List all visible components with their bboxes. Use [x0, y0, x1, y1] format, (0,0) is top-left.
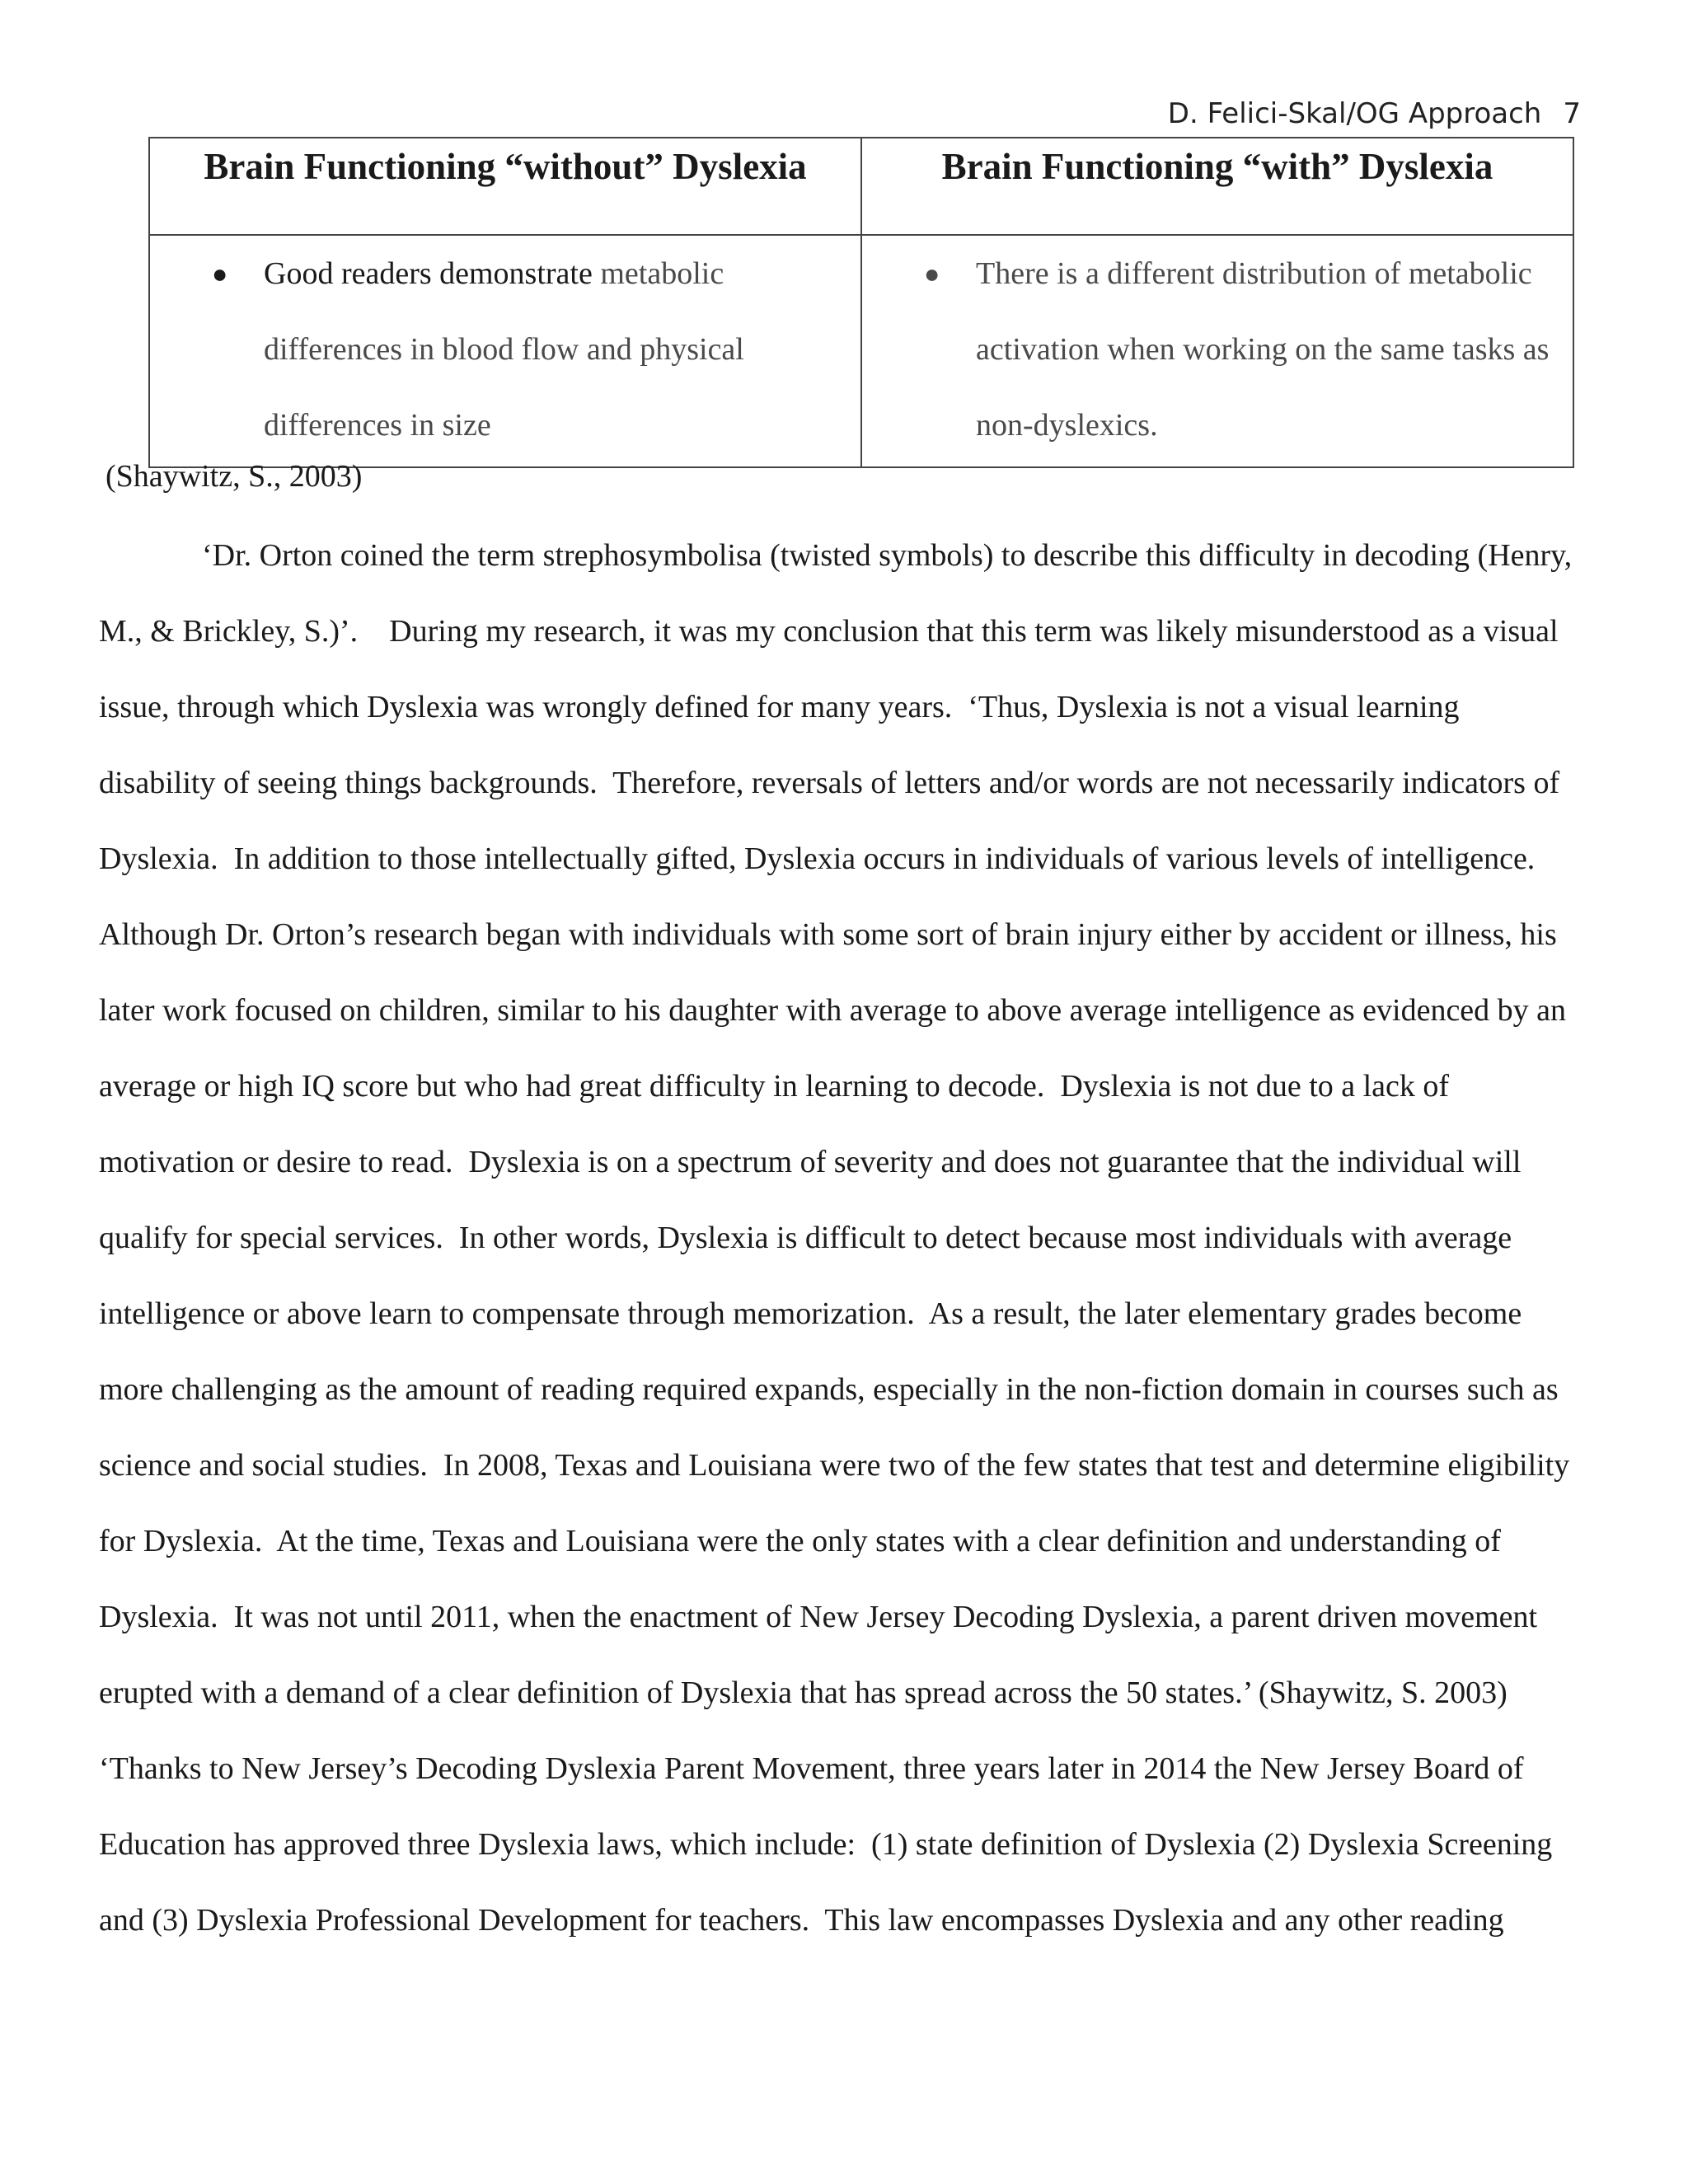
table-citation: (Shaywitz, S., 2003)	[106, 459, 363, 494]
bullet-icon: ●	[924, 259, 940, 288]
comparison-table	[148, 137, 1574, 468]
running-header	[1168, 97, 1581, 130]
column-header-without-dyslexia: Brain Functioning “without” Dyslexia	[149, 138, 861, 235]
table-row	[149, 235, 1573, 467]
table-cell-without-dyslexia	[149, 235, 861, 467]
page-number: 7	[1563, 97, 1581, 130]
list-item	[150, 236, 860, 463]
cell-text-dark: Good readers demonstrate	[264, 256, 593, 291]
table-header-row	[149, 138, 1573, 235]
bullet-list	[150, 236, 860, 463]
body-paragraph: ‘Dr. Orton coined the term strephosymbolisa (twisted symbols) to describe this difficulty in decoding (Henry, M., & Brickley, S.)’. During my research, it was my conclusion that this term was likely misunderstood as a visual issue, through which Dyslexia was wrongly defined for many years. ‘Thus, Dyslexia is not a visual learning disability of seeing things backgrounds. Therefore, reversals of letters and/or words are not necessarily indicators of Dyslexia. In addition to those intellectually gifted, Dyslexia occurs in individuals of various levels of intelligence. Although Dr. Orton’s research began with individuals with some sort of brain injury either by accident or illness, his later work focused on children, similar to his daughter with average to above average intelligence as evidenced by an average or high IQ score but who had great difficulty in learning to decode. Dyslexia is not due to a lack of motivation or desire to read. Dyslexia is on a spectrum of severity and does not guarantee that the individual will qualify for special services. In other words, Dyslexia is difficult to detect because most individuals with average intelligence or above learn to compensate through memorization. As a result, the later elementary grades become more challenging as the amount of reading required expands, especially in the non-fiction domain in courses such as science and social studies. In 2008, Texas and Louisiana were two of the few states that test and determine eligibility for Dyslexia. At the time, Texas and Louisiana were the only states with a clear definition and understanding of Dyslexia. It was not until 2011, when the enactment of New Jersey Decoding Dyslexia, a parent driven movement erupted with a demand of a clear definition of Dyslexia that has spread across the 50 states.’ (Shaywitz, S. 2003) ‘Thanks to New Jersey’s Decoding Dyslexia Parent Movement, three years later in 2014 the New Jersey Board of Education has approved three Dyslexia laws, which include: (1) state definition of Dyslexia (2) Dyslexia Screening and (3) Dyslexia Professional Development for teachers. This law encompasses Dyslexia and any other reading	[99, 538, 1580, 1938]
table-cell-with-dyslexia	[861, 235, 1573, 467]
running-title: D. Felici-Skal/OG Approach	[1167, 97, 1542, 130]
list-item	[862, 236, 1573, 463]
bullet-icon: ●	[212, 259, 228, 288]
bullet-list	[862, 236, 1573, 463]
cell-text-gray: metabolic differences in blood flow and physical differences in size	[264, 256, 744, 443]
cell-text: There is a different distribution of metabolic activation when working on the same tasks as non-dyslexics.	[976, 256, 1550, 443]
column-header-with-dyslexia: Brain Functioning “with” Dyslexia	[861, 138, 1573, 235]
